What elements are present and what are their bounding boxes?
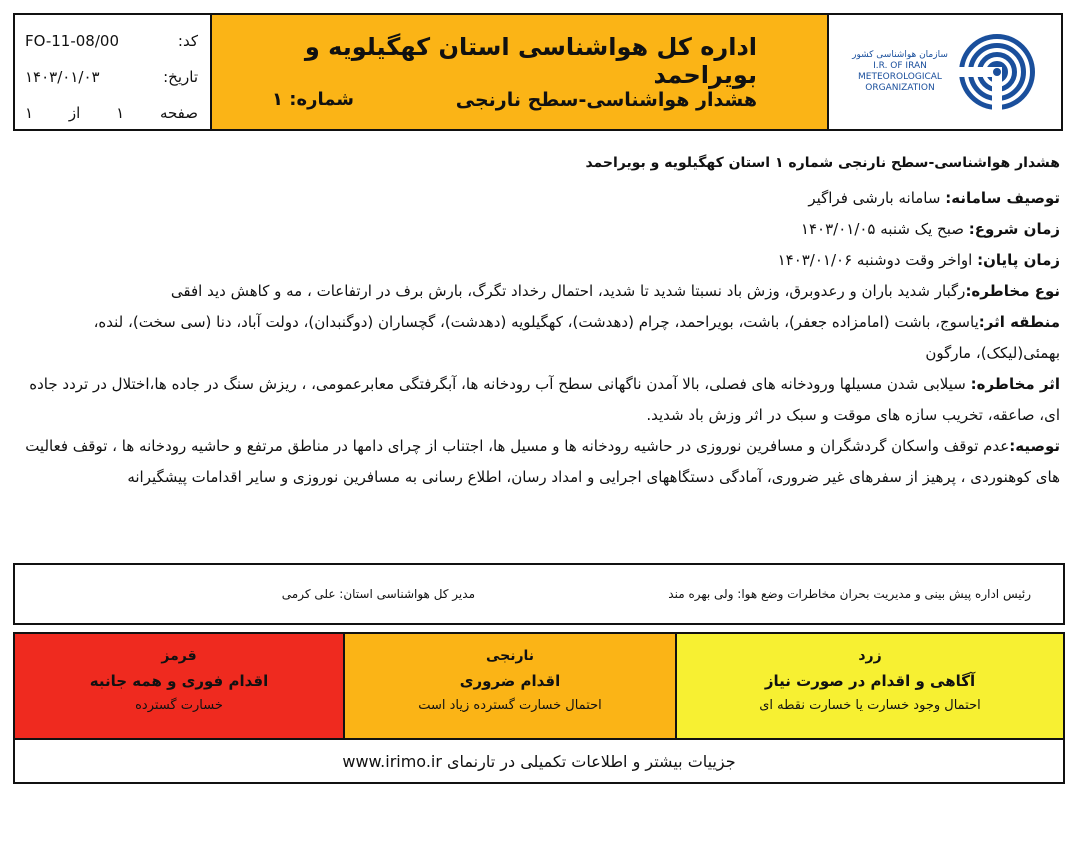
end-label: زمان پایان: xyxy=(977,251,1060,269)
document-meta xyxy=(15,15,212,129)
level-red-action: اقدام فوری و همه جانبه xyxy=(89,672,269,690)
warning-body xyxy=(20,148,1060,493)
warning-number: شماره: ۱ xyxy=(272,89,354,110)
code-label: کد: xyxy=(177,32,198,50)
level-yellow-desc: احتمال وجود خسارت یا خسارت نقطه ای xyxy=(759,698,981,713)
level-yellow-action: آگاهی و اقدام در صورت نیاز xyxy=(764,672,976,690)
system-label: توصیف سامانه: xyxy=(945,189,1060,207)
end-value: اواخر وقت دوشنبه ۱۴۰۳/۰۱/۰۶ xyxy=(777,251,978,269)
recommendation xyxy=(20,431,1060,493)
page-total: ۱ xyxy=(25,104,34,122)
hazard-label: نوع مخاطره: xyxy=(965,282,1060,300)
code-row xyxy=(25,23,198,59)
affected-area xyxy=(20,307,1060,369)
logo-block xyxy=(829,15,1061,129)
level-orange-name: نارنجی xyxy=(485,648,535,664)
start-value: صبح یک شنبه ۱۴۰۳/۰۱/۰۵ xyxy=(800,220,969,238)
page-row xyxy=(25,95,198,131)
date-label: تاریخ: xyxy=(163,68,198,86)
page-label: صفحه xyxy=(159,104,198,122)
logo-en-line-2: METEOROLOGICAL xyxy=(858,72,942,82)
date-row xyxy=(25,59,198,95)
footer-text: جزییات بیشتر و اطلاعات تکمیلی در تارنمای xyxy=(447,752,736,771)
warning-title: هشدار هواشناسی-سطح نارنجی xyxy=(455,89,757,111)
header-title-block xyxy=(212,15,829,129)
end-time xyxy=(20,245,1060,276)
hazard-effect xyxy=(20,369,1060,431)
warning-levels-table xyxy=(13,632,1065,784)
levels-row xyxy=(15,634,1063,740)
advice-value: عدم توقف واسکان گردشگران و مسافرین نوروزی در حاشیه رودخانه ها و مسیل ها، اجتناب از چرای دامها در مناطق مرتفع و حاشیه رودخانه ها ، توقف فعالیت های کوهنوردی ، پرهیز از سفرهای غیر ضروری، آمادگی دستگاههای اجرایی و امداد رسان، اطلاع رسانی به مسافرین نوروزی و سایر اقدامات پیشگیرانه xyxy=(25,437,1060,486)
org-title: اداره کل هواشناسی استان کهگیلویه و بویراحمد xyxy=(304,33,757,89)
signature-director-general: مدیر کل هواشناسی استان: علی کرمی xyxy=(281,587,475,601)
logo-en-line-3: ORGANIZATION xyxy=(865,83,935,93)
area-value: یاسوج، باشت (امامزاده جعفر)، باشت، بویراحمد، چرام (دهدشت)، کهگیلویه (دهدشت)، گچساران (دوگنبدان)، دولت آباد، دنا (سی سخت)، لنده، بهمئی(لیکک)، مارگون xyxy=(93,313,1060,362)
level-orange-action: اقدام ضروری xyxy=(459,672,561,690)
date-value: ۱۴۰۳/۰۱/۰۳ xyxy=(25,68,100,86)
effect-label: اثر مخاطره: xyxy=(970,375,1060,393)
hazard-value: رگبار شدید باران و رعدوبرق، وزش باد نسبتا شدید تا شدید، احتمال رخداد تگرگ، بارش برف در ارتفاعات ، مه و کاهش دید افقی xyxy=(170,282,966,300)
logo-fa-text: سازمان هواشناسی کشور xyxy=(852,50,948,60)
level-orange-desc: احتمال خسارت گسترده زیاد است xyxy=(418,698,602,713)
document-header xyxy=(13,13,1063,131)
logo-en-line-1: I.R. OF IRAN xyxy=(873,61,927,71)
level-red-desc: خسارت گسترده xyxy=(135,698,223,713)
level-yellow xyxy=(677,634,1063,738)
level-yellow-name: زرد xyxy=(858,648,882,664)
meteorological-organization-logo-icon xyxy=(956,31,1038,113)
website-link[interactable]: www.irimo.ir xyxy=(342,752,442,771)
page-number: ۱ xyxy=(116,104,125,122)
level-red-name: قرمز xyxy=(161,648,197,664)
hazard-type xyxy=(20,276,1060,307)
area-label: منطقه اثر: xyxy=(978,313,1060,331)
advice-label: توصیه: xyxy=(1009,437,1060,455)
system-description xyxy=(20,183,1060,214)
page-of: از xyxy=(68,104,81,122)
logo-text xyxy=(852,50,948,94)
start-label: زمان شروع: xyxy=(968,220,1060,238)
signature-forecast-head: رئیس اداره پیش بینی و مدیریت بحران مخاطرات وضع هوا: ولی بهره مند xyxy=(668,587,1031,601)
level-red xyxy=(15,634,345,738)
footer-info xyxy=(15,740,1063,771)
level-orange xyxy=(345,634,677,738)
signature-box xyxy=(13,563,1065,625)
effect-value: سیلابی شدن مسیلها ورودخانه های فصلی، بالا آمدن ناگهانی سطح آب رودخانه ها، آبگرفتگی معابرعمومی، ، ریزش سنگ در جاده ها،اختلال در تردد جاده ای، صاعقه، تخریب سازه های موقت و سبک در اثر وزش باد شدید. xyxy=(29,375,1060,424)
start-time xyxy=(20,214,1060,245)
system-value: سامانه بارشی فراگیر xyxy=(808,189,946,207)
code-value: FO-11-08/00 xyxy=(25,32,119,50)
body-heading: هشدار هواشناسی-سطح نارنجی شماره ۱ استان کهگیلویه و بویراحمد xyxy=(585,155,1060,171)
